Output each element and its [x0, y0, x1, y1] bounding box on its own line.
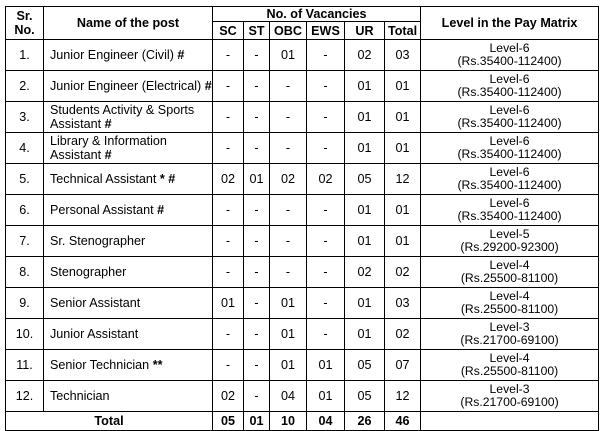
vacancy-table — [5, 6, 599, 431]
obc-cell: 01 — [270, 40, 307, 71]
total-empty — [421, 412, 599, 431]
total-cell: 12 — [385, 381, 421, 412]
ur-cell: 05 — [345, 381, 385, 412]
sc-cell: - — [213, 40, 244, 71]
obc-cell: - — [270, 226, 307, 257]
sc-cell: - — [213, 350, 244, 381]
pay-range: (Rs.21700-69100) — [460, 395, 559, 409]
obc-cell: - — [270, 133, 307, 164]
ews-cell: 01 — [307, 350, 345, 381]
sr-no-cell: 4. — [6, 133, 44, 164]
pay-range: (Rs.35400-112400) — [457, 209, 562, 223]
header-pay-level: Level in the Pay Matrix — [421, 7, 599, 40]
pay-level-cell — [421, 257, 599, 288]
header-ur: UR — [345, 22, 385, 40]
header-vacancies: No. of Vacancies — [213, 7, 421, 22]
obc-cell: - — [270, 257, 307, 288]
total-st: 01 — [244, 412, 270, 431]
pay-level-cell — [421, 133, 599, 164]
ur-cell: 01 — [345, 133, 385, 164]
sr-no-cell: 11. — [6, 350, 44, 381]
obc-cell: - — [270, 195, 307, 226]
pay-level: Level-5 — [489, 226, 530, 241]
obc-cell: 01 — [270, 319, 307, 350]
post-name-cell — [44, 226, 213, 257]
pay-level-cell — [421, 164, 599, 195]
total-cell: 07 — [385, 350, 421, 381]
total-cell: 01 — [385, 195, 421, 226]
ews-cell: - — [307, 102, 345, 133]
post-name-cell — [44, 40, 213, 71]
table-row — [6, 40, 599, 71]
sc-cell: - — [213, 319, 244, 350]
pay-range: (Rs.35400-112400) — [457, 85, 562, 99]
ews-cell: 02 — [307, 164, 345, 195]
pay-level-cell — [421, 288, 599, 319]
post-name: Personal Assistant — [50, 203, 154, 217]
post-name-cell — [44, 102, 213, 133]
st-cell: - — [244, 133, 270, 164]
total-cell: 03 — [385, 40, 421, 71]
ur-cell: 01 — [345, 288, 385, 319]
total-sc: 05 — [213, 412, 244, 431]
total-cell: 12 — [385, 164, 421, 195]
post-name-cell — [44, 71, 213, 102]
post-name-cell — [44, 257, 213, 288]
pay-level-cell — [421, 71, 599, 102]
sr-no-cell: 8. — [6, 257, 44, 288]
post-name: Senior Assistant — [50, 296, 141, 310]
table-row — [6, 350, 599, 381]
pay-level-cell — [421, 350, 599, 381]
sr-no-cell: 12. — [6, 381, 44, 412]
ur-cell: 05 — [345, 164, 385, 195]
header-ews: EWS — [307, 22, 345, 40]
post-name: Library & Information Assistant — [50, 134, 167, 162]
totals-row — [6, 412, 599, 431]
total-ur: 26 — [345, 412, 385, 431]
post-name-cell — [44, 288, 213, 319]
obc-cell: - — [270, 71, 307, 102]
ur-cell: 01 — [345, 226, 385, 257]
pay-level-cell — [421, 40, 599, 71]
table-row — [6, 164, 599, 195]
obc-cell: - — [270, 102, 307, 133]
ur-cell: 05 — [345, 350, 385, 381]
ews-cell: - — [307, 319, 345, 350]
table-row — [6, 102, 599, 133]
post-name: Sr. Stenographer — [50, 234, 146, 248]
table-row — [6, 71, 599, 102]
post-name-cell — [44, 381, 213, 412]
total-obc: 10 — [270, 412, 307, 431]
pay-range: (Rs.35400-112400) — [457, 147, 562, 161]
header-sc: SC — [213, 22, 244, 40]
ur-cell: 02 — [345, 40, 385, 71]
ur-cell: 01 — [345, 71, 385, 102]
obc-cell: 01 — [270, 288, 307, 319]
pay-range: (Rs.35400-112400) — [457, 116, 562, 130]
post-name-cell — [44, 133, 213, 164]
pay-level-cell — [421, 226, 599, 257]
st-cell: - — [244, 226, 270, 257]
sc-cell: - — [213, 226, 244, 257]
st-cell: - — [244, 195, 270, 226]
sr-no-cell: 6. — [6, 195, 44, 226]
post-name: Students Activity & Sports Assistant — [50, 103, 195, 131]
sr-no-cell: 9. — [6, 288, 44, 319]
header-sr-no: Sr. No. — [6, 7, 44, 40]
ur-cell: 01 — [345, 319, 385, 350]
sr-no-cell: 2. — [6, 71, 44, 102]
post-name: Junior Engineer (Civil) — [50, 48, 174, 62]
ur-cell: 01 — [345, 195, 385, 226]
sc-cell: - — [213, 257, 244, 288]
ews-cell: - — [307, 195, 345, 226]
ews-cell: - — [307, 257, 345, 288]
post-note-mark: * # — [159, 172, 176, 186]
total-cell: 03 — [385, 288, 421, 319]
st-cell: - — [244, 319, 270, 350]
total-cell: 01 — [385, 226, 421, 257]
sc-cell: - — [213, 102, 244, 133]
pay-level-cell — [421, 102, 599, 133]
table-row — [6, 133, 599, 164]
st-cell: - — [244, 350, 270, 381]
post-note-mark: # — [104, 148, 112, 162]
post-name-cell — [44, 195, 213, 226]
pay-level: Level-3 — [489, 319, 530, 334]
sc-cell: - — [213, 71, 244, 102]
ur-cell: 02 — [345, 257, 385, 288]
post-name: Technician — [50, 389, 110, 403]
pay-level: Level-3 — [489, 381, 530, 396]
sc-cell: 01 — [213, 288, 244, 319]
total-total: 46 — [385, 412, 421, 431]
obc-cell: 04 — [270, 381, 307, 412]
total-cell: 01 — [385, 133, 421, 164]
post-name: Junior Assistant — [50, 327, 139, 341]
pay-level: Level-6 — [489, 195, 530, 210]
ews-cell: 01 — [307, 381, 345, 412]
sr-no-cell: 10. — [6, 319, 44, 350]
table-row — [6, 257, 599, 288]
st-cell: - — [244, 71, 270, 102]
st-cell: - — [244, 40, 270, 71]
post-name: Junior Engineer (Electrical) — [50, 79, 202, 93]
post-note-mark: # — [157, 203, 165, 217]
header-st: ST — [244, 22, 270, 40]
ur-cell: 01 — [345, 102, 385, 133]
post-note-mark: # — [104, 117, 112, 131]
total-cell: 01 — [385, 71, 421, 102]
table-row — [6, 319, 599, 350]
post-note-mark: # — [177, 48, 185, 62]
sc-cell: - — [213, 133, 244, 164]
ews-cell: - — [307, 71, 345, 102]
table-row — [6, 226, 599, 257]
post-note-mark: # — [204, 79, 212, 93]
post-name: Senior Technician — [50, 358, 150, 372]
header-total: Total — [385, 22, 421, 40]
ews-cell: - — [307, 133, 345, 164]
table-row — [6, 195, 599, 226]
total-ews: 04 — [307, 412, 345, 431]
pay-range: (Rs.35400-112400) — [457, 54, 562, 68]
pay-range: (Rs.25500-81100) — [460, 364, 559, 378]
pay-level: Level-4 — [489, 257, 530, 272]
st-cell: 01 — [244, 164, 270, 195]
pay-range: (Rs.25500-81100) — [460, 271, 559, 285]
pay-level: Level-4 — [489, 288, 530, 303]
table-row — [6, 381, 599, 412]
pay-range: (Rs.25500-81100) — [460, 302, 559, 316]
pay-level: Level-4 — [489, 350, 530, 365]
total-cell: 02 — [385, 319, 421, 350]
post-name-cell — [44, 164, 213, 195]
pay-range: (Rs.35400-112400) — [457, 178, 562, 192]
pay-level: Level-6 — [489, 102, 530, 117]
ews-cell: - — [307, 40, 345, 71]
pay-level-cell — [421, 381, 599, 412]
pay-level-cell — [421, 195, 599, 226]
pay-level: Level-6 — [489, 40, 530, 55]
header-obc: OBC — [270, 22, 307, 40]
st-cell: - — [244, 381, 270, 412]
post-note-mark: ** — [152, 358, 163, 372]
total-cell: 01 — [385, 102, 421, 133]
sc-cell: 02 — [213, 164, 244, 195]
st-cell: - — [244, 288, 270, 319]
total-cell: 02 — [385, 257, 421, 288]
post-name-cell — [44, 350, 213, 381]
pay-level: Level-6 — [489, 133, 530, 148]
table-row — [6, 288, 599, 319]
sr-no-cell: 3. — [6, 102, 44, 133]
pay-level-cell — [421, 319, 599, 350]
st-cell: - — [244, 102, 270, 133]
pay-level: Level-6 — [489, 71, 530, 86]
post-name: Technical Assistant — [50, 172, 157, 186]
obc-cell: 01 — [270, 350, 307, 381]
obc-cell: 02 — [270, 164, 307, 195]
ews-cell: - — [307, 226, 345, 257]
header-post-name: Name of the post — [44, 7, 213, 40]
ews-cell: - — [307, 288, 345, 319]
totals-label: Total — [6, 412, 213, 431]
post-name: Stenographer — [50, 265, 127, 279]
sr-no-cell: 5. — [6, 164, 44, 195]
sc-cell: 02 — [213, 381, 244, 412]
pay-range: (Rs.21700-69100) — [460, 333, 559, 347]
post-name-cell — [44, 319, 213, 350]
sr-no-cell: 7. — [6, 226, 44, 257]
sc-cell: - — [213, 195, 244, 226]
sr-no-cell: 1. — [6, 40, 44, 71]
pay-range: (Rs.29200-92300) — [460, 240, 559, 254]
pay-level: Level-6 — [489, 164, 530, 179]
st-cell: - — [244, 257, 270, 288]
